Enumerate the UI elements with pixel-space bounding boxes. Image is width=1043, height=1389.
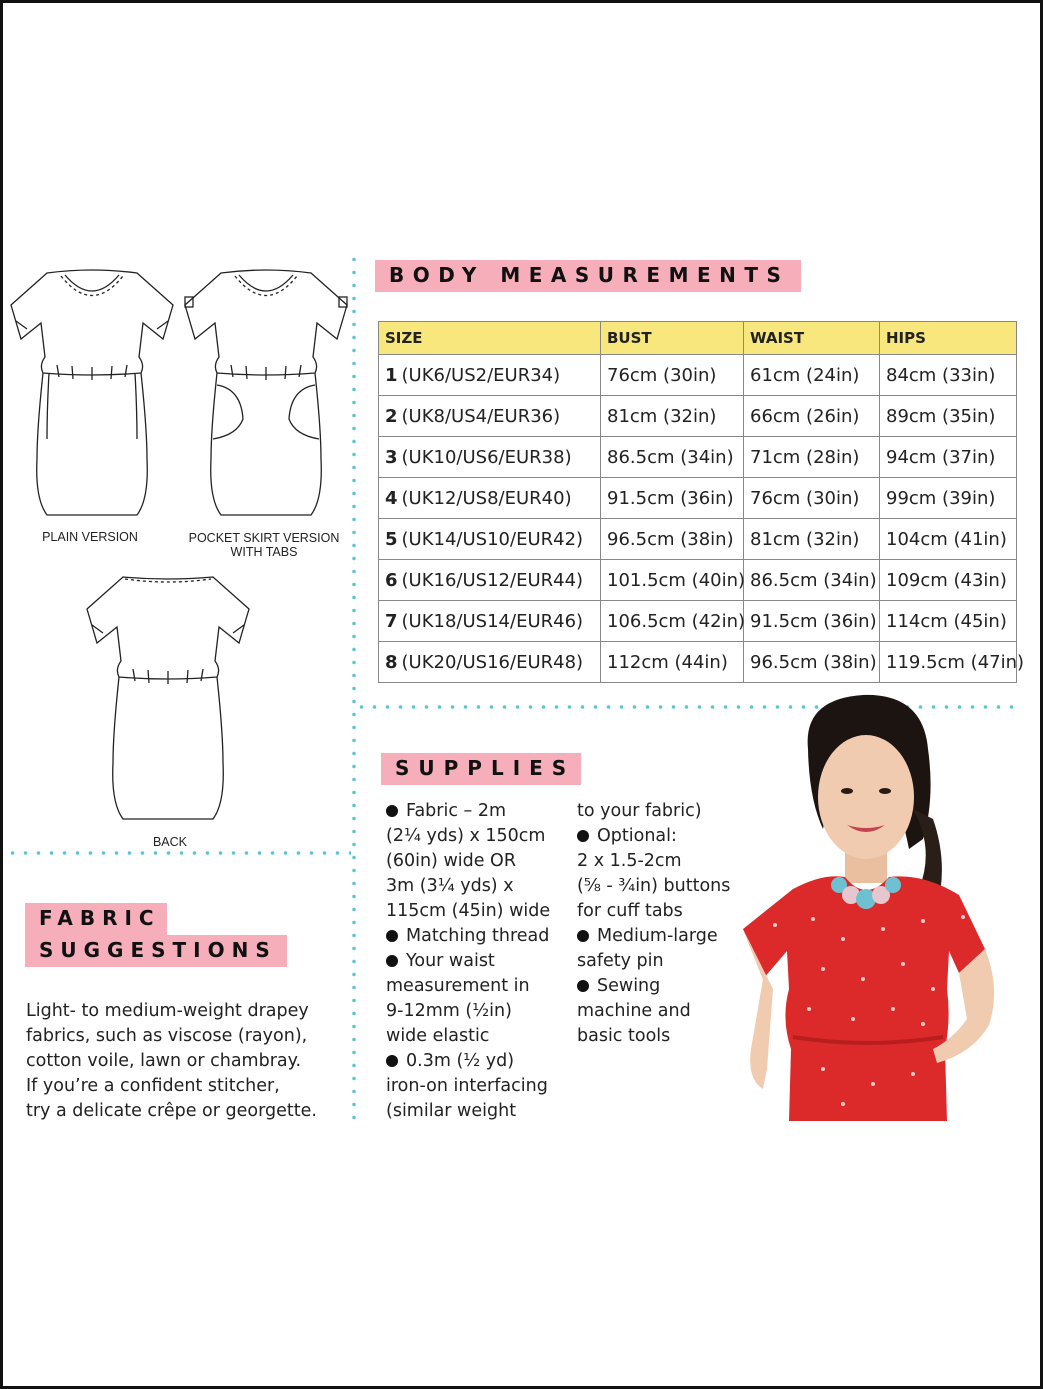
bust-cell: 96.5cm (38in) [601,519,744,560]
hips-cell: 109cm (43in) [880,560,1017,601]
supply-line [386,849,566,874]
bust-cell: 112cm (44in) [601,642,744,683]
supply-line [386,1049,566,1074]
supply-text: (⅝ - ¾in) buttons [577,876,731,896]
size-number: 8 [385,651,398,673]
back-label: BACK [152,835,188,849]
plain-version-label: PLAIN VERSION [42,530,138,544]
supply-text: 115cm (45in) wide [386,901,551,921]
divider-vertical [352,253,356,1121]
fabric-text-line: Light- to medium-weight drapey [26,1001,309,1021]
supplies-column-2 [577,799,737,1049]
supply-text: Sewing [597,976,661,996]
hips-cell: 94cm (37in) [880,437,1017,478]
hips-cell: 89cm (35in) [880,396,1017,437]
waist-cell: 96.5cm (38in) [744,642,880,683]
size-cell [379,560,601,601]
fabric-heading-line1: FABRIC [25,903,167,935]
size-codes: (UK20/US16/EUR48) [401,651,584,673]
supply-line [386,924,566,949]
measurements-table [378,321,1025,683]
supply-text: (60in) wide OR [386,851,516,871]
size-codes: (UK10/US6/EUR38) [401,446,572,468]
table-row [379,642,1017,683]
waist-cell: 61cm (24in) [744,355,880,396]
size-number: 1 [385,364,398,386]
supply-text: Medium-large [597,926,718,946]
waist-cell: 71cm (28in) [744,437,880,478]
supply-line [386,1024,566,1049]
bullet-icon [386,805,398,817]
supply-line [386,899,566,924]
col-bust-header: BUST [601,322,744,355]
supply-line [577,1024,737,1049]
supply-text: (2¼ yds) x 150cm [386,826,546,846]
supply-text: 2 x 1.5-2cm [577,851,682,871]
hips-cell: 84cm (33in) [880,355,1017,396]
supply-text: for cuff tabs [577,901,683,921]
model-photo [723,689,1033,1121]
size-codes: (UK18/US14/EUR46) [401,610,584,632]
supply-text: wide elastic [386,1026,490,1046]
size-number: 7 [385,610,398,632]
fabric-text-line: If you’re a confident stitcher, [26,1076,280,1096]
supply-line [577,999,737,1024]
supply-line [386,824,566,849]
hips-cell: 119.5cm (47in) [880,642,1017,683]
supply-line [386,1099,566,1124]
size-cell [379,437,601,478]
pocket-version-label-line2: WITH TABS [230,545,298,560]
supply-text: basic tools [577,1026,671,1046]
table-row [379,396,1017,437]
supplies-column-1 [386,799,566,1124]
size-codes: (UK14/US10/EUR42) [401,528,584,550]
size-cell [379,642,601,683]
table-row [379,601,1017,642]
hips-cell: 99cm (39in) [880,478,1017,519]
waist-cell: 66cm (26in) [744,396,880,437]
back-dress-drawing [83,573,253,825]
supply-text: 3m (3¼ yds) x [386,876,514,896]
supply-text: Optional: [597,826,677,846]
bullet-icon [577,930,589,942]
supply-line [386,1074,566,1099]
size-codes: (UK8/US4/EUR36) [401,405,561,427]
fabric-suggestions-text [26,999,346,1124]
size-cell [379,519,601,560]
supply-line [577,824,737,849]
size-cell [379,601,601,642]
bullet-icon [386,930,398,942]
bust-cell: 81cm (32in) [601,396,744,437]
fabric-text-line: fabrics, such as viscose (rayon), [26,1026,308,1046]
supply-line [577,974,737,999]
pocket-version-label-line1: POCKET SKIRT VERSION [188,531,340,545]
waist-cell: 86.5cm (34in) [744,560,880,601]
col-size-header: SIZE [379,322,601,355]
col-hips-header: HIPS [880,322,1017,355]
size-codes: (UK12/US8/EUR40) [401,487,572,509]
fabric-text-line: try a delicate crêpe or georgette. [26,1101,317,1121]
table-row [379,560,1017,601]
supplies-heading: SUPPLIES [381,753,581,785]
size-codes: (UK16/US12/EUR44) [401,569,584,591]
waist-cell: 91.5cm (36in) [744,601,880,642]
table-row [379,519,1017,560]
bullet-icon [577,980,589,992]
supply-line [577,799,737,824]
hips-cell: 104cm (41in) [880,519,1017,560]
pocket-dress-drawing [181,269,351,521]
supply-text: (similar weight [386,1101,517,1121]
supply-line [577,874,737,899]
table-header-row [379,322,1017,355]
bullet-icon [386,955,398,967]
supply-text: 9-12mm (½in) [386,1001,512,1021]
supply-line [577,849,737,874]
table-row [379,478,1017,519]
bullet-icon [386,1055,398,1067]
plain-dress-drawing [7,269,177,521]
pocket-version-label [183,531,345,560]
supply-text: machine and [577,1001,691,1021]
size-cell [379,478,601,519]
supply-line [577,899,737,924]
bust-cell: 91.5cm (36in) [601,478,744,519]
waist-cell: 76cm (30in) [744,478,880,519]
supply-line [577,949,737,974]
size-cell [379,355,601,396]
waist-cell: 81cm (32in) [744,519,880,560]
bust-cell: 106.5cm (42in) [601,601,744,642]
supply-text: measurement in [386,976,530,996]
supply-line [386,999,566,1024]
bust-cell: 76cm (30in) [601,355,744,396]
supply-text: 0.3m (½ yd) [406,1051,515,1071]
supply-text: Fabric – 2m [406,801,507,821]
size-number: 2 [385,405,398,427]
fabric-text-line: cotton voile, lawn or chambray. [26,1051,302,1071]
table-row [379,355,1017,396]
supply-text: Your waist [406,951,495,971]
supply-text: iron-on interfacing [386,1076,548,1096]
supply-line [386,874,566,899]
body-measurements-heading: BODY MEASUREMENTS [375,260,801,292]
bust-cell: 101.5cm (40in) [601,560,744,601]
col-waist-header: WAIST [744,322,880,355]
supply-text: to your fabric) [577,801,702,821]
size-number: 3 [385,446,398,468]
table-row [379,437,1017,478]
supply-line [386,799,566,824]
bust-cell: 86.5cm (34in) [601,437,744,478]
bullet-icon [577,830,589,842]
supply-line [386,974,566,999]
size-number: 4 [385,487,398,509]
size-cell [379,396,601,437]
supply-line [386,949,566,974]
supply-line [577,924,737,949]
fabric-heading-line2: SUGGESTIONS [25,935,287,967]
size-number: 6 [385,569,398,591]
size-number: 5 [385,528,398,550]
size-codes: (UK6/US2/EUR34) [401,364,561,386]
divider-horizontal-left [6,851,351,855]
supply-text: Matching thread [406,926,550,946]
hips-cell: 114cm (45in) [880,601,1017,642]
supply-text: safety pin [577,951,664,971]
